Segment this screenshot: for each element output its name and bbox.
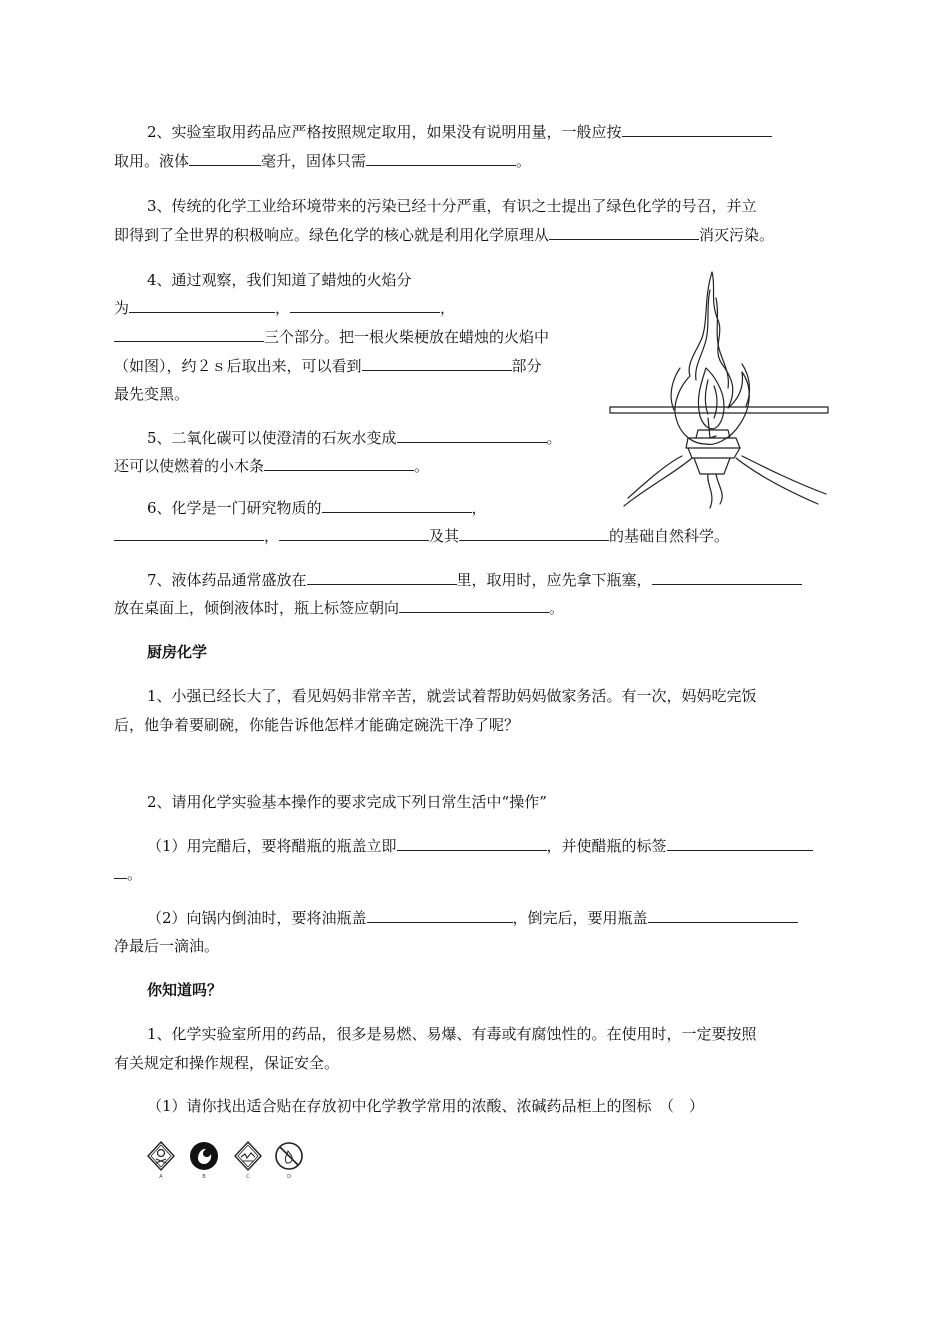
question-4-text-d: （如图），约２ｓ后取出来，可以看到: [114, 357, 362, 375]
icon-option-b[interactable]: [189, 1140, 219, 1186]
kitchen-sub-1-line-1: [114, 832, 877, 861]
answer-blank[interactable]: [307, 567, 457, 585]
icon-option-d[interactable]: [274, 1140, 304, 1186]
question-7-text-c: 放在桌面上，倾倒液体时，瓶上标签应朝向: [114, 599, 400, 617]
question-6-text-b: 及其: [429, 527, 460, 545]
answer-blank[interactable]: [290, 295, 440, 313]
corrosive-sign-icon: [189, 1140, 219, 1172]
kitchen-sub-2-line-1: [114, 904, 877, 933]
question-3-line-1: [114, 192, 877, 221]
question-4-text-c: 三个部分。把一根火柴梗放在蜡烛的火焰中: [264, 328, 550, 346]
question-4-text-b: 为: [114, 299, 130, 317]
question-5-text-b: 。: [546, 429, 562, 447]
question-3-text: 3、传统的化学工业给环境带来的污染已经十分严重，有识之士提出了绿色化学的号召，并立: [147, 197, 757, 215]
answer-blank[interactable]: [648, 905, 798, 923]
kitchen-q2: 2、请用化学实验基本操作的要求完成下列日常生活中“操作”: [147, 793, 547, 811]
question-2-text-b: 取用。液体: [114, 152, 190, 170]
icon-option-c[interactable]: [233, 1140, 263, 1186]
comma: ，: [440, 299, 456, 317]
icon-label: B: [202, 1174, 206, 1180]
section-heading-kitchen: 厨房化学: [147, 643, 208, 661]
kitchen-sub-1-text: （1）用完醋后，要将醋瓶的瓶盖立即: [147, 837, 397, 855]
question-6-line-2: [114, 522, 844, 551]
answer-blank[interactable]: [114, 861, 127, 879]
answer-blank[interactable]: [189, 148, 261, 166]
kitchen-sub-1-text-b: ，并使醋瓶的标签: [546, 837, 667, 855]
question-7-line-2: [114, 594, 844, 623]
answer-blank[interactable]: [129, 295, 275, 313]
icon-option-a[interactable]: [146, 1140, 176, 1186]
answer-blank[interactable]: [279, 523, 429, 541]
answer-blank[interactable]: [114, 523, 264, 541]
answer-blank[interactable]: [652, 567, 802, 585]
kitchen-q1-line-2: 后，他争着要刷碗，你能告诉他怎样才能确定碗洗干净了呢？: [114, 716, 520, 734]
answer-blank[interactable]: [397, 833, 547, 851]
question-2-line-1: [114, 118, 877, 147]
toxic-sign-icon: [146, 1140, 176, 1172]
comma: ，: [264, 527, 280, 545]
question-3-text-b: 即得到了全世界的积极响应。绿色化学的核心就是利用化学原理从: [114, 226, 550, 244]
no-fire-sign-icon: [274, 1140, 304, 1172]
answer-blank[interactable]: [366, 148, 516, 166]
candle-flame-figure: [606, 268, 832, 514]
answer-blank[interactable]: [362, 353, 512, 371]
period: 。: [127, 865, 143, 883]
question-7-text-b: 里，取用时，应先拿下瓶塞，: [456, 571, 652, 589]
question-7-text: 7、液体药品通常盛放在: [147, 571, 307, 589]
comma: ，: [471, 499, 487, 517]
question-5-text-d: 。: [414, 457, 430, 475]
question-2-text-d: 。: [516, 152, 532, 170]
answer-blank[interactable]: [667, 833, 813, 851]
question-4-text-f: 最先变黑。: [114, 385, 190, 403]
kitchen-sub-2-text-b: ，倒完后，要用瓶盖: [512, 909, 648, 927]
question-2-line-2: [114, 147, 844, 176]
answer-blank[interactable]: [549, 222, 699, 240]
icon-label: D: [287, 1174, 291, 1180]
question-4-text: 4、通过观察，我们知道了蜡烛的火焰分: [147, 271, 412, 289]
answer-blank[interactable]: [459, 523, 609, 541]
flammable-sign-icon: [233, 1140, 263, 1172]
question-2-text-c: 毫升，固体只需: [261, 152, 367, 170]
question-7-text-d: 。: [549, 599, 565, 617]
kitchen-sub-1-line-2: [114, 860, 844, 889]
hazard-icons-row: [146, 1140, 316, 1190]
question-3-line-2: [114, 221, 844, 250]
kitchen-sub-2-line-2: 净最后一滴油。: [114, 937, 220, 955]
answer-blank[interactable]: [367, 905, 513, 923]
question-2-text: 2、实验室取用药品应严格按照规定取用，如果没有说明用量，一般应按: [147, 123, 622, 141]
answer-blank[interactable]: [397, 425, 547, 443]
answer-blank[interactable]: [399, 595, 549, 613]
question-6-text-c: 的基础自然科学。: [609, 527, 730, 545]
kitchen-sub-2-text: （2）向锅内倒油时，要将油瓶盖: [147, 909, 367, 927]
question-3-text-c: 消灭污染。: [699, 226, 775, 244]
icon-label: A: [159, 1174, 163, 1180]
question-5-text-c: 还可以使燃着的小木条: [114, 457, 265, 475]
know-q1: （1）请你找出适合贴在存放初中化学教学常用的浓酸、浓碱药品柜上的图标 （ ）: [147, 1097, 705, 1115]
comma: ，: [275, 299, 291, 317]
answer-blank[interactable]: [622, 119, 772, 137]
icon-label: C: [246, 1174, 250, 1180]
answer-blank[interactable]: [114, 324, 264, 342]
question-6-text: 6、化学是一门研究物质的: [147, 499, 322, 517]
know-p1-line-1: 1、化学实验室所用的药品，很多是易燃、易爆、有毒或有腐蚀性的。在使用时，一定要按照: [147, 1025, 757, 1043]
section-heading-know: 你知道吗？: [147, 981, 223, 999]
question-4-text-e: 部分: [511, 357, 542, 375]
know-p1-line-2: 有关规定和操作规程，保证安全。: [114, 1054, 340, 1072]
kitchen-q1-line-1: 1、小强已经长大了，看见妈妈非常辛苦，就尝试着帮助妈妈做家务活。有一次，妈妈吃完饭: [147, 687, 757, 705]
answer-blank[interactable]: [322, 495, 472, 513]
question-7-line-1: [114, 566, 877, 595]
answer-blank[interactable]: [264, 453, 414, 471]
question-5-text: 5、二氧化碳可以使澄清的石灰水变成: [147, 429, 397, 447]
